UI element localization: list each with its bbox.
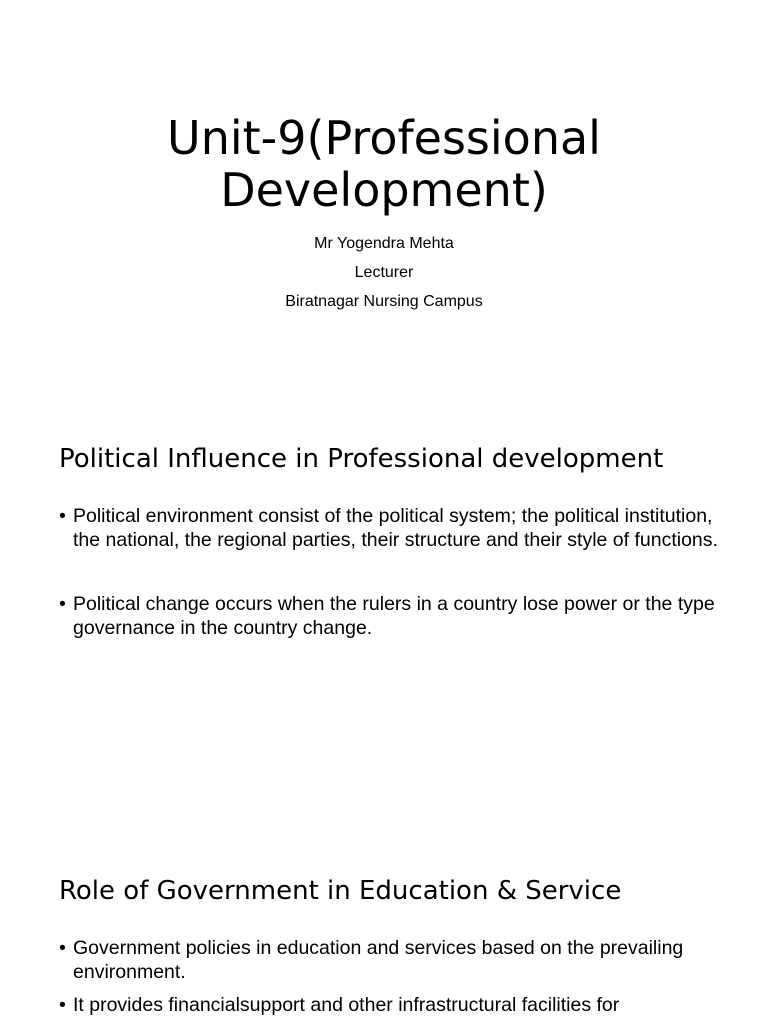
slide-subtitle — [0, 229, 768, 316]
bullet-item — [59, 993, 719, 1017]
bullet-item — [59, 592, 719, 640]
bullet-item — [59, 936, 719, 984]
title-slide — [0, 0, 768, 432]
slide-title-line-2: Development) — [220, 163, 548, 217]
author-role: Lecturer — [354, 264, 414, 281]
bullet-list — [59, 504, 719, 640]
slide-title-line-1: Unit-9(Professional — [167, 111, 601, 165]
bullet-text: Government policies in education and services based on the prevailing environment. — [73, 937, 684, 983]
author-institution: Biratnagar Nursing Campus — [285, 293, 483, 310]
author-name: Mr Yogendra Mehta — [314, 235, 454, 252]
bullet-icon: • — [59, 505, 66, 527]
bullet-text: Political change occurs when the rulers in a country lose power or the type governance in the country change. — [73, 593, 715, 639]
political-influence-slide — [0, 432, 768, 864]
slide-heading: Role of Government in Education & Service — [59, 876, 622, 906]
bullet-text: Political environment consist of the political system; the political institution, the national, the regional parties, their structure and their style of functions. — [73, 505, 718, 551]
government-role-slide — [0, 864, 768, 1024]
bullet-icon: • — [59, 593, 66, 615]
bullet-text: It provides financialsupport and other infrastructural facilities for — [73, 994, 620, 1016]
bullet-list — [59, 936, 719, 1017]
bullet-item — [59, 504, 719, 552]
slide-title — [0, 112, 768, 216]
bullet-icon: • — [59, 937, 66, 959]
slide-heading: Political Influence in Professional development — [59, 444, 664, 474]
bullet-icon: • — [59, 994, 66, 1016]
